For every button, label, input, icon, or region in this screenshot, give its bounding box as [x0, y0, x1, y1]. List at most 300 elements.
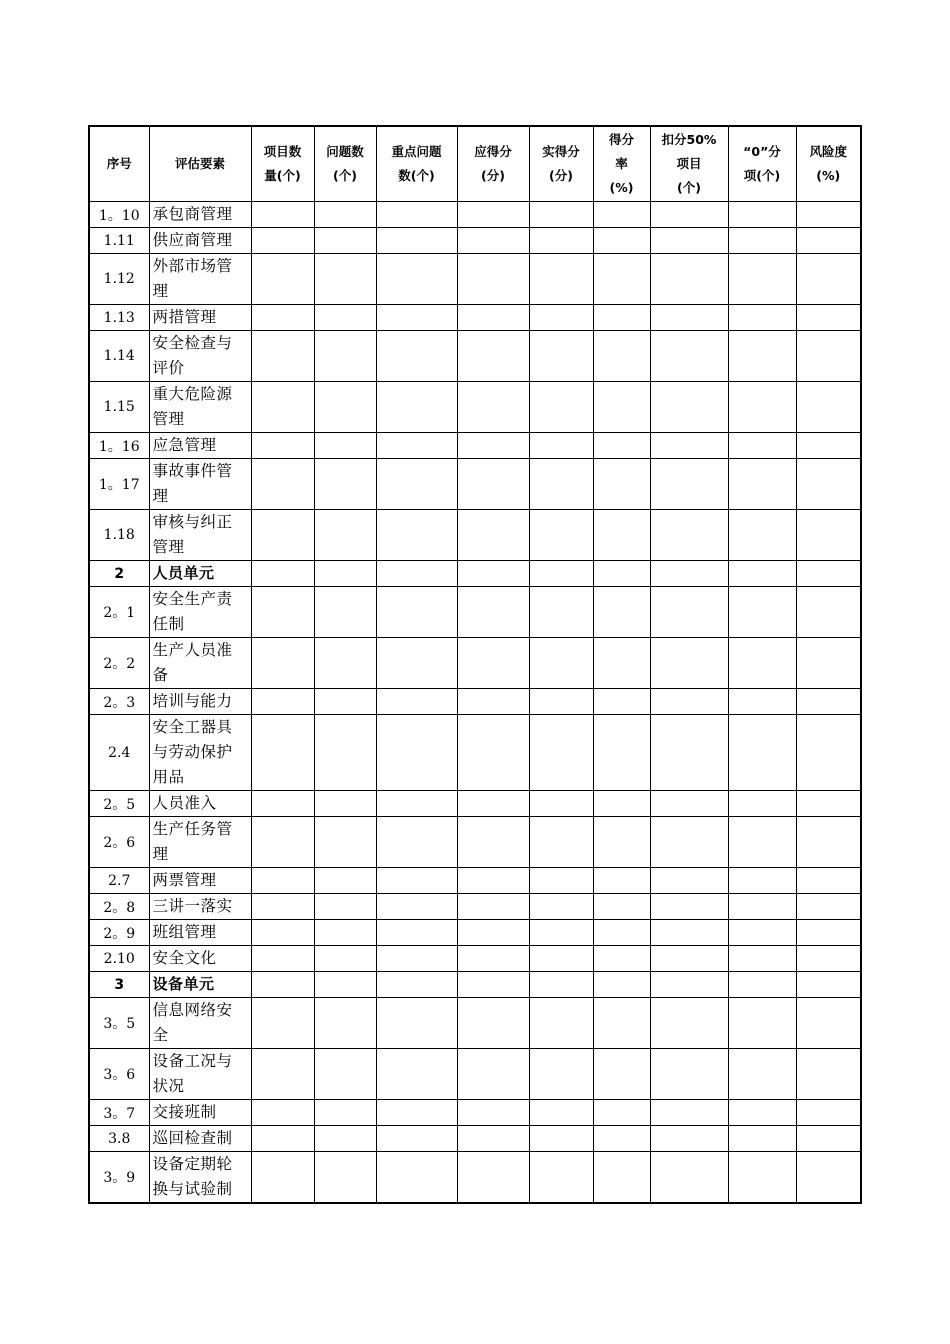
empty-value-cell[interactable] — [376, 894, 457, 920]
empty-value-cell[interactable] — [796, 459, 861, 510]
empty-value-cell[interactable] — [314, 228, 376, 254]
empty-value-cell[interactable] — [650, 228, 728, 254]
table-row — [89, 382, 861, 433]
section-row — [89, 972, 861, 998]
empty-value-cell[interactable] — [650, 1100, 728, 1126]
empty-value-cell[interactable] — [376, 972, 457, 998]
seq-cell: 2。2 — [89, 638, 149, 689]
table-row — [89, 1126, 861, 1152]
empty-value-cell[interactable] — [728, 254, 796, 305]
empty-value-cell[interactable] — [650, 382, 728, 433]
empty-value-cell[interactable] — [457, 305, 529, 331]
empty-value-cell[interactable] — [251, 331, 314, 382]
empty-value-cell[interactable] — [457, 459, 529, 510]
empty-value-cell[interactable] — [314, 946, 376, 972]
element-name-cell: 设备工况与状况 — [149, 1049, 251, 1100]
empty-value-cell[interactable] — [593, 228, 650, 254]
empty-value-cell[interactable] — [376, 817, 457, 868]
empty-value-cell[interactable] — [457, 587, 529, 638]
element-name-cell: 承包商管理 — [149, 202, 251, 228]
empty-value-cell[interactable] — [457, 791, 529, 817]
seq-cell: 2。6 — [89, 817, 149, 868]
empty-value-cell[interactable] — [314, 1100, 376, 1126]
empty-value-cell[interactable] — [376, 254, 457, 305]
element-name-cell: 安全检查与评价 — [149, 331, 251, 382]
table-row — [89, 228, 861, 254]
empty-value-cell[interactable] — [314, 894, 376, 920]
empty-value-cell[interactable] — [457, 202, 529, 228]
seq-cell: 3。5 — [89, 998, 149, 1049]
empty-value-cell[interactable] — [457, 689, 529, 715]
empty-value-cell[interactable] — [376, 868, 457, 894]
empty-value-cell[interactable] — [376, 459, 457, 510]
empty-value-cell[interactable] — [251, 305, 314, 331]
empty-value-cell[interactable] — [376, 638, 457, 689]
empty-value-cell[interactable] — [529, 946, 593, 972]
element-name-cell: 班组管理 — [149, 920, 251, 946]
empty-value-cell[interactable] — [529, 561, 593, 587]
empty-value-cell[interactable] — [796, 1126, 861, 1152]
table-row — [89, 868, 861, 894]
empty-value-cell[interactable] — [457, 1126, 529, 1152]
empty-value-cell[interactable] — [796, 689, 861, 715]
empty-value-cell[interactable] — [593, 868, 650, 894]
seq-cell: 2。1 — [89, 587, 149, 638]
table-row — [89, 689, 861, 715]
empty-value-cell[interactable] — [650, 510, 728, 561]
empty-value-cell[interactable] — [593, 1049, 650, 1100]
table-row — [89, 1152, 861, 1204]
empty-value-cell[interactable] — [650, 894, 728, 920]
assessment-table — [88, 125, 862, 1204]
empty-value-cell[interactable] — [314, 561, 376, 587]
empty-value-cell[interactable] — [593, 920, 650, 946]
table-row — [89, 791, 861, 817]
empty-value-cell[interactable] — [650, 689, 728, 715]
seq-cell: 3。6 — [89, 1049, 149, 1100]
empty-value-cell[interactable] — [650, 946, 728, 972]
empty-value-cell[interactable] — [593, 689, 650, 715]
empty-value-cell[interactable] — [529, 868, 593, 894]
empty-value-cell[interactable] — [796, 894, 861, 920]
seq-cell: 3.8 — [89, 1126, 149, 1152]
empty-value-cell[interactable] — [728, 510, 796, 561]
empty-value-cell[interactable] — [650, 817, 728, 868]
empty-value-cell[interactable] — [376, 715, 457, 791]
empty-value-cell[interactable] — [650, 791, 728, 817]
empty-value-cell[interactable] — [376, 946, 457, 972]
empty-value-cell[interactable] — [593, 459, 650, 510]
empty-value-cell[interactable] — [314, 868, 376, 894]
empty-value-cell[interactable] — [457, 331, 529, 382]
empty-value-cell[interactable] — [314, 791, 376, 817]
empty-value-cell[interactable] — [529, 228, 593, 254]
element-name-cell: 生产人员准备 — [149, 638, 251, 689]
empty-value-cell[interactable] — [314, 715, 376, 791]
table-row — [89, 459, 861, 510]
section-name-cell: 人员单元 — [149, 561, 251, 587]
empty-value-cell[interactable] — [376, 920, 457, 946]
empty-value-cell[interactable] — [314, 202, 376, 228]
empty-value-cell[interactable] — [796, 433, 861, 459]
empty-value-cell[interactable] — [593, 817, 650, 868]
empty-value-cell[interactable] — [728, 1152, 796, 1204]
empty-value-cell[interactable] — [796, 638, 861, 689]
seq-cell: 1.15 — [89, 382, 149, 433]
empty-value-cell[interactable] — [728, 920, 796, 946]
empty-value-cell[interactable] — [728, 561, 796, 587]
empty-value-cell[interactable] — [251, 1126, 314, 1152]
empty-value-cell[interactable] — [457, 972, 529, 998]
empty-value-cell[interactable] — [376, 689, 457, 715]
empty-value-cell[interactable] — [529, 1100, 593, 1126]
empty-value-cell[interactable] — [728, 1100, 796, 1126]
empty-value-cell[interactable] — [314, 510, 376, 561]
empty-value-cell[interactable] — [251, 561, 314, 587]
empty-value-cell[interactable] — [593, 638, 650, 689]
element-name-cell: 事故事件管理 — [149, 459, 251, 510]
empty-value-cell[interactable] — [529, 1049, 593, 1100]
element-name-cell: 两票管理 — [149, 868, 251, 894]
empty-value-cell[interactable] — [728, 459, 796, 510]
empty-value-cell[interactable] — [314, 1152, 376, 1204]
empty-value-cell[interactable] — [529, 894, 593, 920]
empty-value-cell[interactable] — [376, 1100, 457, 1126]
empty-value-cell[interactable] — [314, 972, 376, 998]
empty-value-cell[interactable] — [251, 972, 314, 998]
empty-value-cell[interactable] — [251, 715, 314, 791]
empty-value-cell[interactable] — [529, 817, 593, 868]
empty-value-cell[interactable] — [728, 1126, 796, 1152]
empty-value-cell[interactable] — [529, 715, 593, 791]
empty-value-cell[interactable] — [593, 561, 650, 587]
seq-cell: 2.4 — [89, 715, 149, 791]
empty-value-cell[interactable] — [728, 868, 796, 894]
empty-value-cell[interactable] — [529, 433, 593, 459]
empty-value-cell[interactable] — [457, 433, 529, 459]
empty-value-cell[interactable] — [251, 459, 314, 510]
empty-value-cell[interactable] — [593, 254, 650, 305]
empty-value-cell[interactable] — [593, 202, 650, 228]
empty-value-cell[interactable] — [529, 382, 593, 433]
seq-cell: 1.18 — [89, 510, 149, 561]
empty-value-cell[interactable] — [376, 1126, 457, 1152]
empty-value-cell[interactable] — [529, 510, 593, 561]
seq-cell: 2 — [89, 561, 149, 587]
empty-value-cell[interactable] — [593, 305, 650, 331]
element-name-cell: 安全文化 — [149, 946, 251, 972]
empty-value-cell[interactable] — [650, 715, 728, 791]
empty-value-cell[interactable] — [796, 202, 861, 228]
empty-value-cell[interactable] — [728, 715, 796, 791]
table-row — [89, 202, 861, 228]
empty-value-cell[interactable] — [529, 202, 593, 228]
empty-value-cell[interactable] — [796, 228, 861, 254]
empty-value-cell[interactable] — [314, 998, 376, 1049]
empty-value-cell[interactable] — [251, 510, 314, 561]
seq-cell: 1.13 — [89, 305, 149, 331]
empty-value-cell[interactable] — [314, 587, 376, 638]
header-cell-seq: 序号 — [89, 126, 149, 202]
empty-value-cell[interactable] — [457, 254, 529, 305]
empty-value-cell[interactable] — [314, 382, 376, 433]
empty-value-cell[interactable] — [529, 638, 593, 689]
empty-value-cell[interactable] — [650, 433, 728, 459]
empty-value-cell[interactable] — [529, 920, 593, 946]
empty-value-cell[interactable] — [593, 1152, 650, 1204]
empty-value-cell[interactable] — [457, 817, 529, 868]
empty-value-cell[interactable] — [728, 638, 796, 689]
empty-value-cell[interactable] — [314, 433, 376, 459]
empty-value-cell[interactable] — [796, 972, 861, 998]
empty-value-cell[interactable] — [376, 1152, 457, 1204]
empty-value-cell[interactable] — [728, 689, 796, 715]
empty-value-cell[interactable] — [728, 1049, 796, 1100]
empty-value-cell[interactable] — [529, 1152, 593, 1204]
empty-value-cell[interactable] — [593, 715, 650, 791]
seq-cell: 1.14 — [89, 331, 149, 382]
empty-value-cell[interactable] — [314, 689, 376, 715]
empty-value-cell[interactable] — [650, 920, 728, 946]
header-cell-zero-score: “0”分 项(个) — [728, 126, 796, 202]
empty-value-cell[interactable] — [457, 1100, 529, 1126]
header-cell-score-rate: 得分 率 (%) — [593, 126, 650, 202]
header-cell-expected-score: 应得分 (分) — [457, 126, 529, 202]
empty-value-cell[interactable] — [251, 791, 314, 817]
empty-value-cell[interactable] — [376, 331, 457, 382]
empty-value-cell[interactable] — [376, 998, 457, 1049]
empty-value-cell[interactable] — [529, 305, 593, 331]
empty-value-cell[interactable] — [529, 972, 593, 998]
empty-value-cell[interactable] — [457, 382, 529, 433]
element-name-cell: 三讲一落实 — [149, 894, 251, 920]
empty-value-cell[interactable] — [251, 868, 314, 894]
table-row — [89, 920, 861, 946]
empty-value-cell[interactable] — [251, 638, 314, 689]
empty-value-cell[interactable] — [314, 254, 376, 305]
seq-cell: 1。17 — [89, 459, 149, 510]
table-row — [89, 1049, 861, 1100]
element-name-cell: 巡回检查制 — [149, 1126, 251, 1152]
empty-value-cell[interactable] — [529, 587, 593, 638]
empty-value-cell[interactable] — [457, 894, 529, 920]
seq-cell: 1.12 — [89, 254, 149, 305]
empty-value-cell[interactable] — [251, 1100, 314, 1126]
empty-value-cell[interactable] — [251, 1049, 314, 1100]
empty-value-cell[interactable] — [251, 433, 314, 459]
header-row — [89, 126, 861, 202]
empty-value-cell[interactable] — [376, 510, 457, 561]
empty-value-cell[interactable] — [796, 254, 861, 305]
empty-value-cell[interactable] — [650, 638, 728, 689]
empty-value-cell[interactable] — [251, 998, 314, 1049]
empty-value-cell[interactable] — [314, 331, 376, 382]
element-name-cell: 安全生产责任制 — [149, 587, 251, 638]
empty-value-cell[interactable] — [728, 202, 796, 228]
element-name-cell: 信息网络安全 — [149, 998, 251, 1049]
empty-value-cell[interactable] — [314, 920, 376, 946]
empty-value-cell[interactable] — [796, 510, 861, 561]
seq-cell: 2.7 — [89, 868, 149, 894]
empty-value-cell[interactable] — [251, 689, 314, 715]
empty-value-cell[interactable] — [529, 791, 593, 817]
empty-value-cell[interactable] — [796, 305, 861, 331]
empty-value-cell[interactable] — [728, 946, 796, 972]
seq-cell: 2。5 — [89, 791, 149, 817]
empty-value-cell[interactable] — [529, 1126, 593, 1152]
empty-value-cell[interactable] — [529, 331, 593, 382]
empty-value-cell[interactable] — [796, 817, 861, 868]
empty-value-cell[interactable] — [376, 433, 457, 459]
empty-value-cell[interactable] — [728, 382, 796, 433]
empty-value-cell[interactable] — [796, 946, 861, 972]
seq-cell: 1。16 — [89, 433, 149, 459]
empty-value-cell[interactable] — [457, 561, 529, 587]
empty-value-cell[interactable] — [728, 587, 796, 638]
empty-value-cell[interactable] — [593, 946, 650, 972]
empty-value-cell[interactable] — [376, 791, 457, 817]
empty-value-cell[interactable] — [376, 1049, 457, 1100]
empty-value-cell[interactable] — [376, 382, 457, 433]
empty-value-cell[interactable] — [796, 1100, 861, 1126]
empty-value-cell[interactable] — [796, 998, 861, 1049]
table-row — [89, 998, 861, 1049]
empty-value-cell[interactable] — [314, 459, 376, 510]
empty-value-cell[interactable] — [314, 638, 376, 689]
empty-value-cell[interactable] — [593, 1100, 650, 1126]
empty-value-cell[interactable] — [314, 1049, 376, 1100]
empty-value-cell[interactable] — [457, 638, 529, 689]
element-name-cell: 重大危险源管理 — [149, 382, 251, 433]
empty-value-cell[interactable] — [796, 382, 861, 433]
empty-value-cell[interactable] — [728, 228, 796, 254]
empty-value-cell[interactable] — [376, 561, 457, 587]
empty-value-cell[interactable] — [314, 305, 376, 331]
empty-value-cell[interactable] — [314, 817, 376, 868]
empty-value-cell[interactable] — [796, 561, 861, 587]
empty-value-cell[interactable] — [728, 972, 796, 998]
empty-value-cell[interactable] — [251, 946, 314, 972]
empty-value-cell[interactable] — [650, 972, 728, 998]
empty-value-cell[interactable] — [593, 894, 650, 920]
empty-value-cell[interactable] — [593, 972, 650, 998]
empty-value-cell[interactable] — [728, 433, 796, 459]
empty-value-cell[interactable] — [728, 305, 796, 331]
empty-value-cell[interactable] — [251, 894, 314, 920]
table-row — [89, 331, 861, 382]
empty-value-cell[interactable] — [529, 689, 593, 715]
empty-value-cell[interactable] — [796, 791, 861, 817]
empty-value-cell[interactable] — [251, 817, 314, 868]
empty-value-cell[interactable] — [650, 1126, 728, 1152]
empty-value-cell[interactable] — [728, 791, 796, 817]
seq-cell: 2。3 — [89, 689, 149, 715]
empty-value-cell[interactable] — [796, 1152, 861, 1204]
table-row — [89, 1100, 861, 1126]
empty-value-cell[interactable] — [457, 998, 529, 1049]
empty-value-cell[interactable] — [251, 587, 314, 638]
empty-value-cell[interactable] — [796, 1049, 861, 1100]
empty-value-cell[interactable] — [593, 331, 650, 382]
empty-value-cell[interactable] — [251, 920, 314, 946]
empty-value-cell[interactable] — [650, 868, 728, 894]
empty-value-cell[interactable] — [314, 1126, 376, 1152]
empty-value-cell[interactable] — [251, 202, 314, 228]
empty-value-cell[interactable] — [251, 382, 314, 433]
empty-value-cell[interactable] — [593, 382, 650, 433]
empty-value-cell[interactable] — [457, 228, 529, 254]
empty-value-cell[interactable] — [650, 1152, 728, 1204]
table-row — [89, 254, 861, 305]
empty-value-cell[interactable] — [796, 715, 861, 791]
empty-value-cell[interactable] — [650, 202, 728, 228]
empty-value-cell[interactable] — [376, 228, 457, 254]
empty-value-cell[interactable] — [529, 459, 593, 510]
seq-cell: 2.10 — [89, 946, 149, 972]
table-row — [89, 433, 861, 459]
empty-value-cell[interactable] — [650, 331, 728, 382]
empty-value-cell[interactable] — [457, 1049, 529, 1100]
empty-value-cell[interactable] — [728, 894, 796, 920]
empty-value-cell[interactable] — [457, 510, 529, 561]
empty-value-cell[interactable] — [457, 920, 529, 946]
empty-value-cell[interactable] — [529, 998, 593, 1049]
element-name-cell: 生产任务管理 — [149, 817, 251, 868]
seq-cell: 3。7 — [89, 1100, 149, 1126]
element-name-cell: 设备定期轮换与试验制 — [149, 1152, 251, 1204]
empty-value-cell[interactable] — [376, 202, 457, 228]
empty-value-cell[interactable] — [728, 817, 796, 868]
empty-value-cell[interactable] — [593, 791, 650, 817]
empty-value-cell[interactable] — [593, 1126, 650, 1152]
table-row — [89, 946, 861, 972]
empty-value-cell[interactable] — [796, 587, 861, 638]
empty-value-cell[interactable] — [251, 254, 314, 305]
element-name-cell: 外部市场管理 — [149, 254, 251, 305]
empty-value-cell[interactable] — [376, 305, 457, 331]
empty-value-cell[interactable] — [593, 510, 650, 561]
empty-value-cell[interactable] — [593, 998, 650, 1049]
seq-cell: 3。9 — [89, 1152, 149, 1204]
empty-value-cell[interactable] — [457, 946, 529, 972]
empty-value-cell[interactable] — [251, 228, 314, 254]
empty-value-cell[interactable] — [796, 920, 861, 946]
empty-value-cell[interactable] — [593, 587, 650, 638]
empty-value-cell[interactable] — [650, 587, 728, 638]
empty-value-cell[interactable] — [796, 331, 861, 382]
empty-value-cell[interactable] — [457, 1152, 529, 1204]
empty-value-cell[interactable] — [593, 433, 650, 459]
empty-value-cell[interactable] — [376, 587, 457, 638]
empty-value-cell[interactable] — [457, 868, 529, 894]
empty-value-cell[interactable] — [650, 1049, 728, 1100]
element-name-cell: 应急管理 — [149, 433, 251, 459]
header-cell-issue-count: 问题数 (个) — [314, 126, 376, 202]
empty-value-cell[interactable] — [650, 254, 728, 305]
empty-value-cell[interactable] — [728, 998, 796, 1049]
empty-value-cell[interactable] — [251, 1152, 314, 1204]
empty-value-cell[interactable] — [650, 305, 728, 331]
empty-value-cell[interactable] — [529, 254, 593, 305]
empty-value-cell[interactable] — [650, 561, 728, 587]
element-name-cell: 安全工器具与劳动保护用品 — [149, 715, 251, 791]
seq-cell: 2。8 — [89, 894, 149, 920]
empty-value-cell[interactable] — [457, 715, 529, 791]
empty-value-cell[interactable] — [650, 459, 728, 510]
empty-value-cell[interactable] — [728, 331, 796, 382]
empty-value-cell[interactable] — [650, 998, 728, 1049]
empty-value-cell[interactable] — [796, 868, 861, 894]
